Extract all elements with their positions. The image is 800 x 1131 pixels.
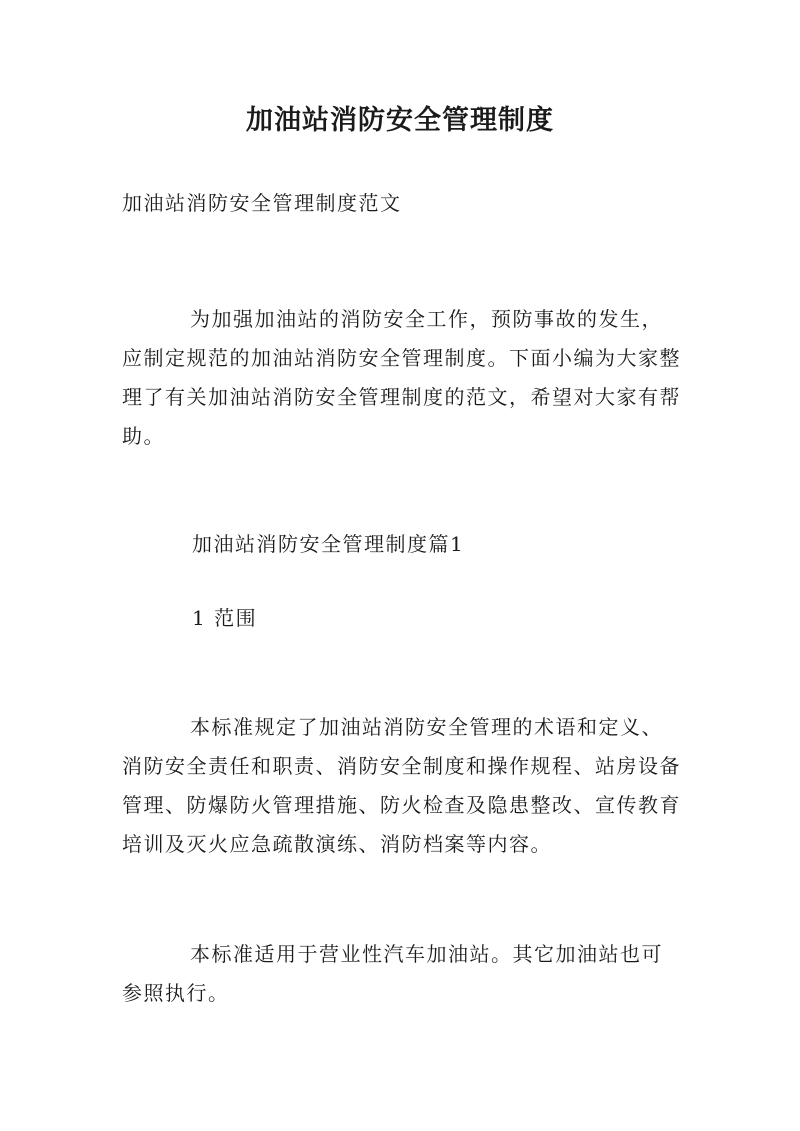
applicability-paragraph: 本标准适用于营业性汽车加油站。其它加油站也可参照执行。 — [122, 942, 663, 1005]
intro-paragraph: 为加强加油站的消防安全工作，预防事故的发生，应制定规范的加油站消防安全管理制度。下面小编为大家整理了有关加油站消防安全管理制度的范文，希望对大家有帮助。 — [122, 307, 681, 448]
document-title: 加油站消防安全管理制度 — [246, 105, 554, 136]
scope-paragraph: 本标准规定了加油站消防安全管理的术语和定义、消防安全责任和职责、消防安全制度和操作规程、站房设备管理、防爆防火管理措施、防火检查及隐患整改、宣传教育培训及灭火应急疏散演练、消防档案等内容。 — [122, 715, 681, 856]
document-subtitle: 加油站消防安全管理制度范文 — [122, 191, 402, 215]
clause-heading: 1 范围 — [192, 606, 258, 630]
section-heading: 加油站消防安全管理制度篇1 — [192, 532, 465, 556]
